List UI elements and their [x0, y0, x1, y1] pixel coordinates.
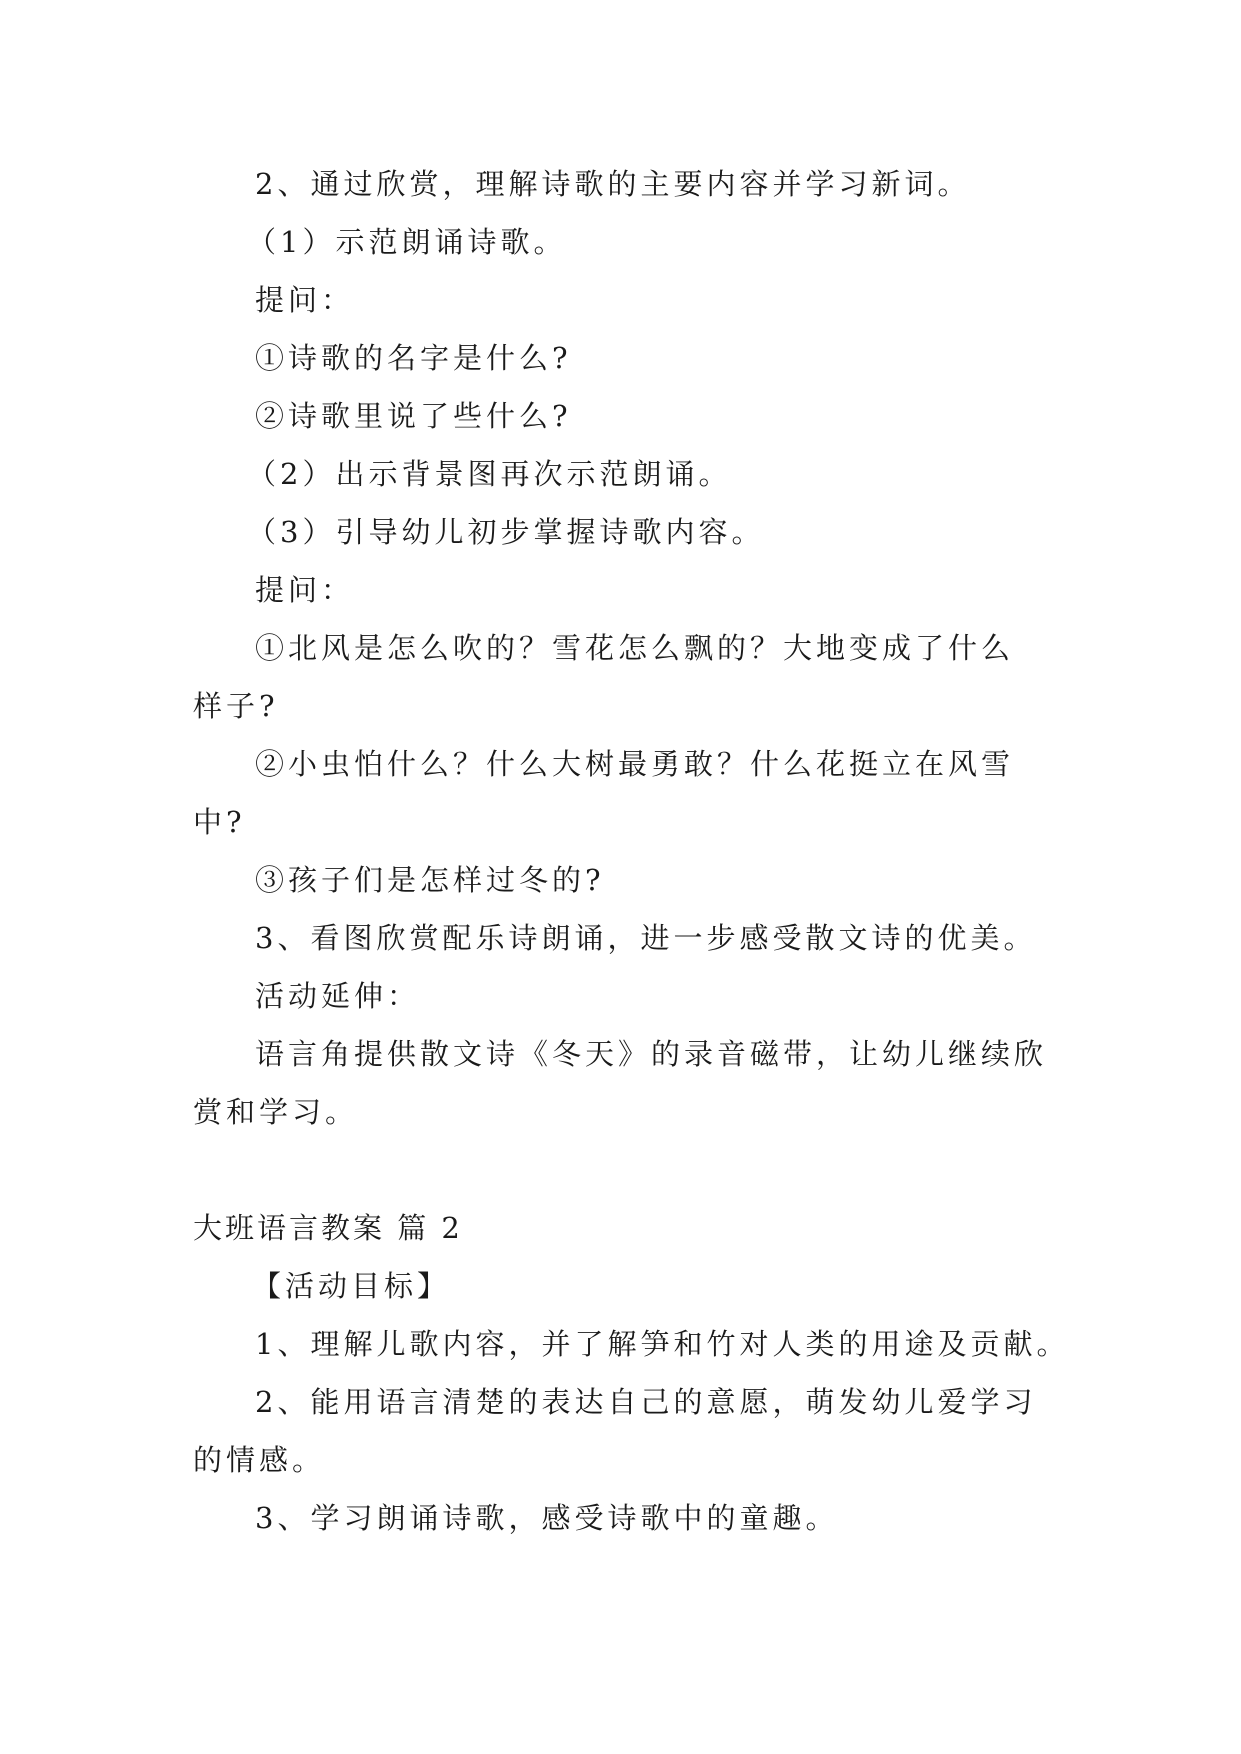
- activity-extension-text: 语言角提供散文诗《冬天》的录音磁带，让幼儿继续欣: [255, 1037, 1048, 1071]
- step-2-paragraph: 2、通过欣赏，理解诗歌的主要内容并学习新词。: [255, 167, 971, 201]
- step-3-paragraph: 3、看图欣赏配乐诗朗诵，进一步感受散文诗的优美。: [255, 921, 1037, 955]
- question-item-2: ②小虫怕什么？什么大树最勇敢？什么花挺立在风雪: [255, 747, 1015, 781]
- question-item-2: ②诗歌里说了些什么?: [255, 399, 572, 433]
- activity-extension-label: 活动延伸：: [255, 979, 421, 1013]
- goal-item-1: 1、理解儿歌内容，并了解笋和竹对人类的用途及贡献。: [255, 1327, 1070, 1361]
- sub-step-3: （3）引导幼儿初步掌握诗歌内容。: [247, 515, 765, 549]
- section-heading: 大班语言教案 篇 2: [193, 1211, 463, 1245]
- question-item-3: ③孩子们是怎样过冬的?: [255, 863, 605, 897]
- question-item-1: ①北风是怎么吹的？雪花怎么飘的？大地变成了什么: [255, 631, 1015, 665]
- goal-item-3: 3、学习朗诵诗歌，感受诗歌中的童趣。: [255, 1501, 839, 1535]
- activity-goals-heading: 【活动目标】: [252, 1269, 451, 1303]
- question-label: 提问：: [255, 573, 355, 607]
- activity-extension-text-continued: 赏和学习。: [193, 1095, 359, 1129]
- question-item-2-continued: 中?: [193, 805, 246, 839]
- sub-step-2: （2）出示背景图再次示范朗诵。: [247, 457, 732, 491]
- question-item-1: ①诗歌的名字是什么?: [255, 341, 572, 375]
- question-label: 提问：: [255, 283, 355, 317]
- sub-step-1: （1）示范朗诵诗歌。: [247, 225, 567, 259]
- goal-item-2-continued: 的情感。: [193, 1443, 326, 1477]
- question-item-1-continued: 样子?: [193, 689, 279, 723]
- goal-item-2: 2、能用语言清楚的表达自己的意愿，萌发幼儿爱学习: [255, 1385, 1037, 1419]
